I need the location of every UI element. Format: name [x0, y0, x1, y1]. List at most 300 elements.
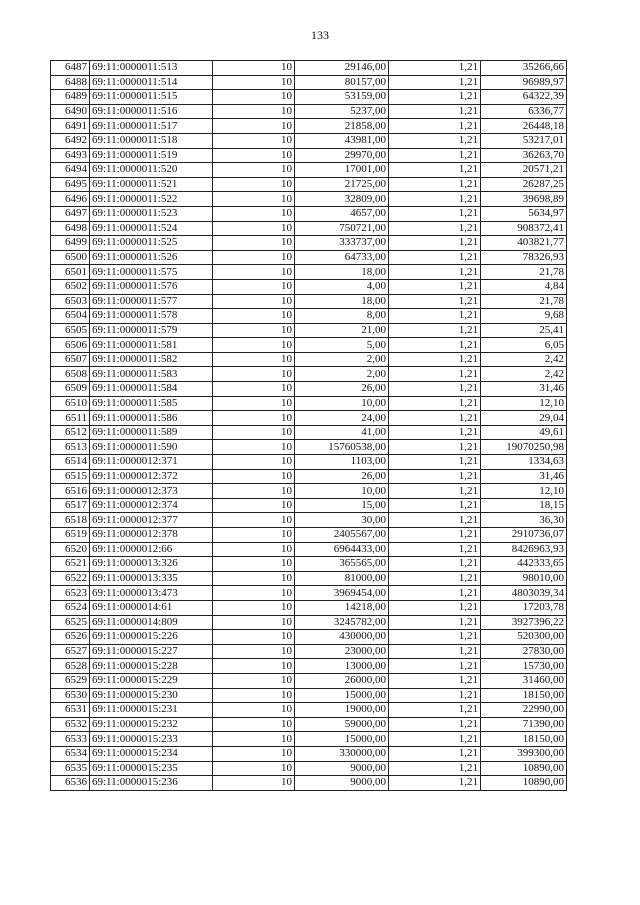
total-cell: 36263,70 — [481, 148, 567, 163]
area-cell: 30,00 — [295, 513, 389, 528]
area-cell: 2,00 — [295, 367, 389, 382]
row-number-cell: 6507 — [51, 352, 90, 367]
cadastral-number-cell: 69:11:0000013:335 — [90, 571, 213, 586]
total-cell: 31,46 — [481, 469, 567, 484]
coefficient-cell: 1,21 — [389, 600, 481, 615]
row-number-cell: 6492 — [51, 133, 90, 148]
table-row — [51, 761, 567, 776]
table-row — [51, 75, 567, 90]
area-cell: 21858,00 — [295, 119, 389, 134]
total-cell: 21,78 — [481, 265, 567, 280]
area-cell: 750721,00 — [295, 221, 389, 236]
table-row — [51, 542, 567, 557]
cadastral-number-cell: 69:11:0000011:513 — [90, 61, 213, 76]
table-row — [51, 206, 567, 221]
row-number-cell: 6515 — [51, 469, 90, 484]
total-cell: 1334,63 — [481, 455, 567, 470]
coefficient-cell: 1,21 — [389, 75, 481, 90]
cadastral-number-cell: 69:11:0000011:523 — [90, 206, 213, 221]
coefficient-cell: 1,21 — [389, 104, 481, 119]
row-number-cell: 6487 — [51, 61, 90, 76]
total-cell: 20571,21 — [481, 163, 567, 178]
row-number-cell: 6534 — [51, 746, 90, 761]
area-cell: 430000,00 — [295, 630, 389, 645]
area-cell: 59000,00 — [295, 717, 389, 732]
table-row — [51, 148, 567, 163]
table-row — [51, 630, 567, 645]
cadastral-number-cell: 69:11:0000011:526 — [90, 250, 213, 265]
rate-cell: 10 — [213, 133, 295, 148]
row-number-cell: 6530 — [51, 688, 90, 703]
row-number-cell: 6535 — [51, 761, 90, 776]
table-row — [51, 104, 567, 119]
coefficient-cell: 1,21 — [389, 192, 481, 207]
rate-cell: 10 — [213, 279, 295, 294]
cadastral-number-cell: 69:11:0000011:581 — [90, 338, 213, 353]
coefficient-cell: 1,21 — [389, 309, 481, 324]
row-number-cell: 6521 — [51, 557, 90, 572]
area-cell: 53159,00 — [295, 90, 389, 105]
cadastral-number-cell: 69:11:0000011:576 — [90, 279, 213, 294]
cadastral-number-cell: 69:11:0000011:582 — [90, 352, 213, 367]
total-cell: 2,42 — [481, 352, 567, 367]
area-cell: 4657,00 — [295, 206, 389, 221]
total-cell: 98010,00 — [481, 571, 567, 586]
row-number-cell: 6508 — [51, 367, 90, 382]
coefficient-cell: 1,21 — [389, 615, 481, 630]
total-cell: 520300,00 — [481, 630, 567, 645]
cadastral-number-cell: 69:11:0000015:233 — [90, 732, 213, 747]
coefficient-cell: 1,21 — [389, 265, 481, 280]
table-row — [51, 498, 567, 513]
table-row — [51, 571, 567, 586]
rate-cell: 10 — [213, 163, 295, 178]
total-cell: 17203,78 — [481, 600, 567, 615]
cadastral-number-cell: 69:11:0000011:577 — [90, 294, 213, 309]
area-cell: 8,00 — [295, 309, 389, 324]
table-row — [51, 455, 567, 470]
table-row — [51, 338, 567, 353]
total-cell: 2910736,07 — [481, 528, 567, 543]
rate-cell: 10 — [213, 294, 295, 309]
table-row — [51, 250, 567, 265]
rate-cell: 10 — [213, 396, 295, 411]
total-cell: 442333,65 — [481, 557, 567, 572]
table-row — [51, 469, 567, 484]
table-row — [51, 119, 567, 134]
area-cell: 19000,00 — [295, 703, 389, 718]
area-cell: 29146,00 — [295, 61, 389, 76]
cadastral-number-cell: 69:11:0000011:514 — [90, 75, 213, 90]
row-number-cell: 6533 — [51, 732, 90, 747]
total-cell: 71390,00 — [481, 717, 567, 732]
rate-cell: 10 — [213, 732, 295, 747]
table-row — [51, 615, 567, 630]
table-row — [51, 177, 567, 192]
row-number-cell: 6500 — [51, 250, 90, 265]
table-row — [51, 382, 567, 397]
rate-cell: 10 — [213, 425, 295, 440]
row-number-cell: 6519 — [51, 528, 90, 543]
coefficient-cell: 1,21 — [389, 586, 481, 601]
coefficient-cell: 1,21 — [389, 776, 481, 791]
table-row — [51, 90, 567, 105]
table-row — [51, 265, 567, 280]
coefficient-cell: 1,21 — [389, 455, 481, 470]
table-row — [51, 323, 567, 338]
total-cell: 64322,39 — [481, 90, 567, 105]
row-number-cell: 6510 — [51, 396, 90, 411]
cadastral-number-cell: 69:11:0000014:61 — [90, 600, 213, 615]
cadastral-number-cell: 69:11:0000015:228 — [90, 659, 213, 674]
coefficient-cell: 1,21 — [389, 528, 481, 543]
coefficient-cell: 1,21 — [389, 133, 481, 148]
table-row — [51, 688, 567, 703]
area-cell: 80157,00 — [295, 75, 389, 90]
area-cell: 17001,00 — [295, 163, 389, 178]
coefficient-cell: 1,21 — [389, 469, 481, 484]
rate-cell: 10 — [213, 455, 295, 470]
rate-cell: 10 — [213, 309, 295, 324]
row-number-cell: 6491 — [51, 119, 90, 134]
total-cell: 908372,41 — [481, 221, 567, 236]
total-cell: 15730,00 — [481, 659, 567, 674]
total-cell: 35266,66 — [481, 61, 567, 76]
rate-cell: 10 — [213, 119, 295, 134]
total-cell: 29,04 — [481, 411, 567, 426]
total-cell: 8426963,93 — [481, 542, 567, 557]
total-cell: 49,61 — [481, 425, 567, 440]
coefficient-cell: 1,21 — [389, 557, 481, 572]
total-cell: 3927396,22 — [481, 615, 567, 630]
cadastral-number-cell: 69:11:0000015:230 — [90, 688, 213, 703]
cadastral-number-cell: 69:11:0000011:589 — [90, 425, 213, 440]
area-cell: 14218,00 — [295, 600, 389, 615]
row-number-cell: 6504 — [51, 309, 90, 324]
coefficient-cell: 1,21 — [389, 221, 481, 236]
coefficient-cell: 1,21 — [389, 630, 481, 645]
table-row — [51, 133, 567, 148]
coefficient-cell: 1,21 — [389, 761, 481, 776]
area-cell: 365565,00 — [295, 557, 389, 572]
area-cell: 43981,00 — [295, 133, 389, 148]
coefficient-cell: 1,21 — [389, 148, 481, 163]
area-cell: 81000,00 — [295, 571, 389, 586]
coefficient-cell: 1,21 — [389, 177, 481, 192]
coefficient-cell: 1,21 — [389, 323, 481, 338]
coefficient-cell: 1,21 — [389, 294, 481, 309]
total-cell: 403821,77 — [481, 236, 567, 251]
coefficient-cell: 1,21 — [389, 163, 481, 178]
rate-cell: 10 — [213, 367, 295, 382]
coefficient-cell: 1,21 — [389, 644, 481, 659]
rate-cell: 10 — [213, 440, 295, 455]
area-cell: 10,00 — [295, 396, 389, 411]
coefficient-cell: 1,21 — [389, 61, 481, 76]
table-row — [51, 425, 567, 440]
cadastral-number-cell: 69:11:0000013:326 — [90, 557, 213, 572]
coefficient-cell: 1,21 — [389, 425, 481, 440]
coefficient-cell: 1,21 — [389, 498, 481, 513]
row-number-cell: 6488 — [51, 75, 90, 90]
area-cell: 10,00 — [295, 484, 389, 499]
table-row — [51, 703, 567, 718]
cadastral-number-cell: 69:11:0000011:585 — [90, 396, 213, 411]
total-cell: 4,84 — [481, 279, 567, 294]
coefficient-cell: 1,21 — [389, 396, 481, 411]
area-cell: 21,00 — [295, 323, 389, 338]
rate-cell: 10 — [213, 61, 295, 76]
cadastral-number-cell: 69:11:0000012:372 — [90, 469, 213, 484]
rate-cell: 10 — [213, 717, 295, 732]
cadastral-number-cell: 69:11:0000011:590 — [90, 440, 213, 455]
rate-cell: 10 — [213, 659, 295, 674]
row-number-cell: 6511 — [51, 411, 90, 426]
area-cell: 9000,00 — [295, 776, 389, 791]
cadastral-number-cell: 69:11:0000015:234 — [90, 746, 213, 761]
total-cell: 18150,00 — [481, 732, 567, 747]
cadastral-number-cell: 69:11:0000015:236 — [90, 776, 213, 791]
table-row — [51, 61, 567, 76]
coefficient-cell: 1,21 — [389, 338, 481, 353]
total-cell: 31460,00 — [481, 673, 567, 688]
row-number-cell: 6526 — [51, 630, 90, 645]
rate-cell: 10 — [213, 177, 295, 192]
cadastral-number-cell: 69:11:0000015:231 — [90, 703, 213, 718]
rate-cell: 10 — [213, 586, 295, 601]
rate-cell: 10 — [213, 352, 295, 367]
coefficient-cell: 1,21 — [389, 571, 481, 586]
row-number-cell: 6503 — [51, 294, 90, 309]
rate-cell: 10 — [213, 206, 295, 221]
area-cell: 6964433,00 — [295, 542, 389, 557]
area-cell: 1103,00 — [295, 455, 389, 470]
page-number: 133 — [311, 28, 329, 42]
row-number-cell: 6527 — [51, 644, 90, 659]
table-row — [51, 294, 567, 309]
table-row — [51, 746, 567, 761]
rate-cell: 10 — [213, 600, 295, 615]
cadastral-number-cell: 69:11:0000013:473 — [90, 586, 213, 601]
rate-cell: 10 — [213, 221, 295, 236]
row-number-cell: 6490 — [51, 104, 90, 119]
table-row — [51, 309, 567, 324]
total-cell: 27830,00 — [481, 644, 567, 659]
row-number-cell: 6496 — [51, 192, 90, 207]
area-cell: 64733,00 — [295, 250, 389, 265]
rate-cell: 10 — [213, 557, 295, 572]
coefficient-cell: 1,21 — [389, 732, 481, 747]
row-number-cell: 6520 — [51, 542, 90, 557]
total-cell: 18150,00 — [481, 688, 567, 703]
coefficient-cell: 1,21 — [389, 90, 481, 105]
area-cell: 333737,00 — [295, 236, 389, 251]
total-cell: 31,46 — [481, 382, 567, 397]
coefficient-cell: 1,21 — [389, 673, 481, 688]
total-cell: 6,05 — [481, 338, 567, 353]
rate-cell: 10 — [213, 382, 295, 397]
rate-cell: 10 — [213, 90, 295, 105]
table-row — [51, 557, 567, 572]
area-cell: 3245782,00 — [295, 615, 389, 630]
area-cell: 26000,00 — [295, 673, 389, 688]
row-number-cell: 6509 — [51, 382, 90, 397]
coefficient-cell: 1,21 — [389, 717, 481, 732]
total-cell: 39698,89 — [481, 192, 567, 207]
cadastral-number-cell: 69:11:0000015:226 — [90, 630, 213, 645]
cadastral-number-cell: 69:11:0000011:518 — [90, 133, 213, 148]
coefficient-cell: 1,21 — [389, 659, 481, 674]
row-number-cell: 6505 — [51, 323, 90, 338]
total-cell: 25,41 — [481, 323, 567, 338]
rate-cell: 10 — [213, 571, 295, 586]
area-cell: 5,00 — [295, 338, 389, 353]
total-cell: 18,15 — [481, 498, 567, 513]
area-cell: 26,00 — [295, 469, 389, 484]
total-cell: 5634,97 — [481, 206, 567, 221]
rate-cell: 10 — [213, 630, 295, 645]
total-cell: 10890,00 — [481, 776, 567, 791]
table-row — [51, 528, 567, 543]
row-number-cell: 6525 — [51, 615, 90, 630]
cadastral-number-cell: 69:11:0000011:520 — [90, 163, 213, 178]
cadastral-number-cell: 69:11:0000011:525 — [90, 236, 213, 251]
cadastral-number-cell: 69:11:0000015:235 — [90, 761, 213, 776]
row-number-cell: 6532 — [51, 717, 90, 732]
coefficient-cell: 1,21 — [389, 119, 481, 134]
area-cell: 18,00 — [295, 294, 389, 309]
table-row — [51, 236, 567, 251]
rate-cell: 10 — [213, 192, 295, 207]
row-number-cell: 6499 — [51, 236, 90, 251]
table-row — [51, 221, 567, 236]
coefficient-cell: 1,21 — [389, 206, 481, 221]
table-row — [51, 659, 567, 674]
rate-cell: 10 — [213, 761, 295, 776]
total-cell: 96989,97 — [481, 75, 567, 90]
rate-cell: 10 — [213, 75, 295, 90]
rate-cell: 10 — [213, 265, 295, 280]
area-cell: 32809,00 — [295, 192, 389, 207]
table-row — [51, 440, 567, 455]
coefficient-cell: 1,21 — [389, 382, 481, 397]
table-row — [51, 396, 567, 411]
coefficient-cell: 1,21 — [389, 352, 481, 367]
cadastral-number-cell: 69:11:0000012:66 — [90, 542, 213, 557]
area-cell: 5237,00 — [295, 104, 389, 119]
rate-cell: 10 — [213, 513, 295, 528]
table-row — [51, 352, 567, 367]
cadastral-number-cell: 69:11:0000015:232 — [90, 717, 213, 732]
rate-cell: 10 — [213, 104, 295, 119]
area-cell: 330000,00 — [295, 746, 389, 761]
cadastral-number-cell: 69:11:0000012:377 — [90, 513, 213, 528]
table-row — [51, 513, 567, 528]
cadastral-number-cell: 69:11:0000011:515 — [90, 90, 213, 105]
coefficient-cell: 1,21 — [389, 250, 481, 265]
table-row — [51, 192, 567, 207]
area-cell: 18,00 — [295, 265, 389, 280]
total-cell: 12,10 — [481, 396, 567, 411]
table-row — [51, 717, 567, 732]
rate-cell: 10 — [213, 411, 295, 426]
rate-cell: 10 — [213, 703, 295, 718]
row-number-cell: 6529 — [51, 673, 90, 688]
coefficient-cell: 1,21 — [389, 236, 481, 251]
cadastral-number-cell: 69:11:0000012:373 — [90, 484, 213, 499]
row-number-cell: 6522 — [51, 571, 90, 586]
total-cell: 19070250,98 — [481, 440, 567, 455]
coefficient-cell: 1,21 — [389, 746, 481, 761]
total-cell: 21,78 — [481, 294, 567, 309]
rate-cell: 10 — [213, 615, 295, 630]
area-cell: 4,00 — [295, 279, 389, 294]
rate-cell: 10 — [213, 746, 295, 761]
row-number-cell: 6517 — [51, 498, 90, 513]
cadastral-number-cell: 69:11:0000011:519 — [90, 148, 213, 163]
area-cell: 26,00 — [295, 382, 389, 397]
total-cell: 78326,93 — [481, 250, 567, 265]
row-number-cell: 6502 — [51, 279, 90, 294]
table-row — [51, 776, 567, 791]
row-number-cell: 6536 — [51, 776, 90, 791]
cadastral-number-cell: 69:11:0000011:584 — [90, 382, 213, 397]
total-cell: 36,30 — [481, 513, 567, 528]
table-row — [51, 279, 567, 294]
row-number-cell: 6493 — [51, 148, 90, 163]
cadastral-number-cell: 69:11:0000011:583 — [90, 367, 213, 382]
coefficient-cell: 1,21 — [389, 367, 481, 382]
table-body — [51, 61, 567, 791]
cadastral-number-cell: 69:11:0000012:378 — [90, 528, 213, 543]
area-cell: 15000,00 — [295, 688, 389, 703]
row-number-cell: 6512 — [51, 425, 90, 440]
cadastral-number-cell: 69:11:0000011:524 — [90, 221, 213, 236]
row-number-cell: 6513 — [51, 440, 90, 455]
table-row — [51, 732, 567, 747]
area-cell: 15,00 — [295, 498, 389, 513]
area-cell: 9000,00 — [295, 761, 389, 776]
row-number-cell: 6497 — [51, 206, 90, 221]
rate-cell: 10 — [213, 250, 295, 265]
row-number-cell: 6518 — [51, 513, 90, 528]
area-cell: 2405567,00 — [295, 528, 389, 543]
rate-cell: 10 — [213, 776, 295, 791]
row-number-cell: 6489 — [51, 90, 90, 105]
row-number-cell: 6516 — [51, 484, 90, 499]
table-row — [51, 411, 567, 426]
row-number-cell: 6506 — [51, 338, 90, 353]
area-cell: 41,00 — [295, 425, 389, 440]
row-number-cell: 6501 — [51, 265, 90, 280]
total-cell: 26287,25 — [481, 177, 567, 192]
rate-cell: 10 — [213, 323, 295, 338]
total-cell: 9,68 — [481, 309, 567, 324]
area-cell: 21725,00 — [295, 177, 389, 192]
cadastral-number-cell: 69:11:0000011:586 — [90, 411, 213, 426]
cadastral-number-cell: 69:11:0000015:229 — [90, 673, 213, 688]
rate-cell: 10 — [213, 484, 295, 499]
cadastral-number-cell: 69:11:0000012:371 — [90, 455, 213, 470]
coefficient-cell: 1,21 — [389, 513, 481, 528]
row-number-cell: 6528 — [51, 659, 90, 674]
row-number-cell: 6514 — [51, 455, 90, 470]
rate-cell: 10 — [213, 338, 295, 353]
cadastral-number-cell: 69:11:0000011:578 — [90, 309, 213, 324]
cadastral-number-cell: 69:11:0000015:227 — [90, 644, 213, 659]
coefficient-cell: 1,21 — [389, 484, 481, 499]
cadastral-number-cell: 69:11:0000012:374 — [90, 498, 213, 513]
